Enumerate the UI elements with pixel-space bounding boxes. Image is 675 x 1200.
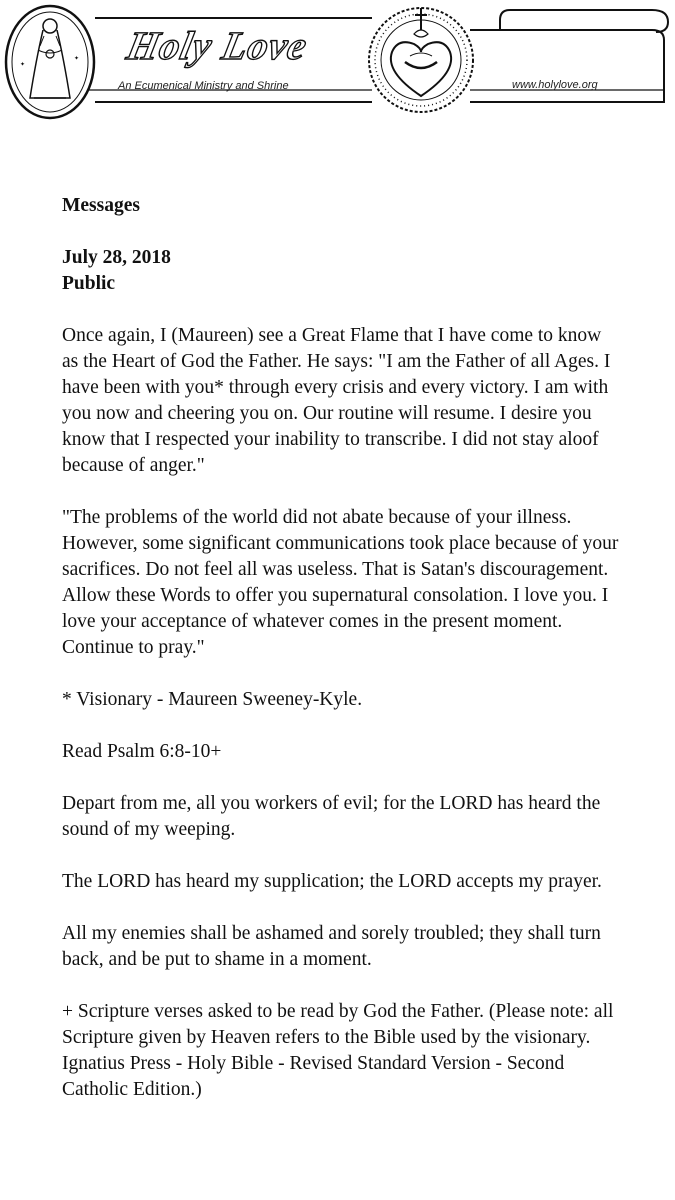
footnote-scripture: + Scripture verses asked to be read by God the Father. (Please note: all Scripture given by Heaven refers to the Bible used by the visionary. Ignatius Press - Holy Bible - Revised Standard Version - Second Catholic Edition.) xyxy=(62,1001,614,1100)
svg-text:✦: ✦ xyxy=(74,56,80,62)
sacred-heart-emblem-icon xyxy=(369,8,473,112)
header-banner xyxy=(0,0,675,135)
message-type: Public xyxy=(62,273,116,294)
paragraph: Once again, I (Maureen) see a Great Flame that I have come to know as the Heart of God the Father. He says: "I am the Father of all Ages. I have been with you* through every crisis and every victory. I am with you now and cheering you on. Our routine will resume. I desire you know that I respected your inability to transcribe. I did not stay aloof because of anger." xyxy=(62,325,611,476)
paragraph: "The problems of the world did not abate because of your illness. However, some significant communications took place because of your sacrifices. Do not feel all was useless. That is Satan's discouragement. Allow these Words to offer you supernatural consolation. I love you. I love your acceptance of whatever comes in the present moment. Continue to pray." xyxy=(62,507,619,658)
brand-title: Holy Love xyxy=(123,23,312,68)
website-link[interactable]: www.holylove.org xyxy=(512,79,598,91)
banner-artwork xyxy=(0,0,675,135)
message-date: July 28, 2018 xyxy=(62,247,171,268)
scripture-verse: The LORD has heard my supplication; the LORD accepts my prayer. xyxy=(62,871,602,892)
scripture-verse: Depart from me, all you workers of evil; for the LORD has heard the sound of my weeping. xyxy=(62,793,601,840)
footnote-visionary: * Visionary - Maureen Sweeney-Kyle. xyxy=(62,689,363,710)
brand-subtitle: An Ecumenical Ministry and Shrine xyxy=(118,80,289,92)
svg-text:✦: ✦ xyxy=(20,62,26,68)
mary-figure-icon xyxy=(6,6,94,118)
section-title: Messages xyxy=(62,195,140,216)
psalm-reference: Read Psalm 6:8-10+ xyxy=(62,741,222,762)
scripture-verse: All my enemies shall be ashamed and sorely troubled; they shall turn back, and be put to shame in a moment. xyxy=(62,923,601,970)
message-body xyxy=(62,193,622,1129)
